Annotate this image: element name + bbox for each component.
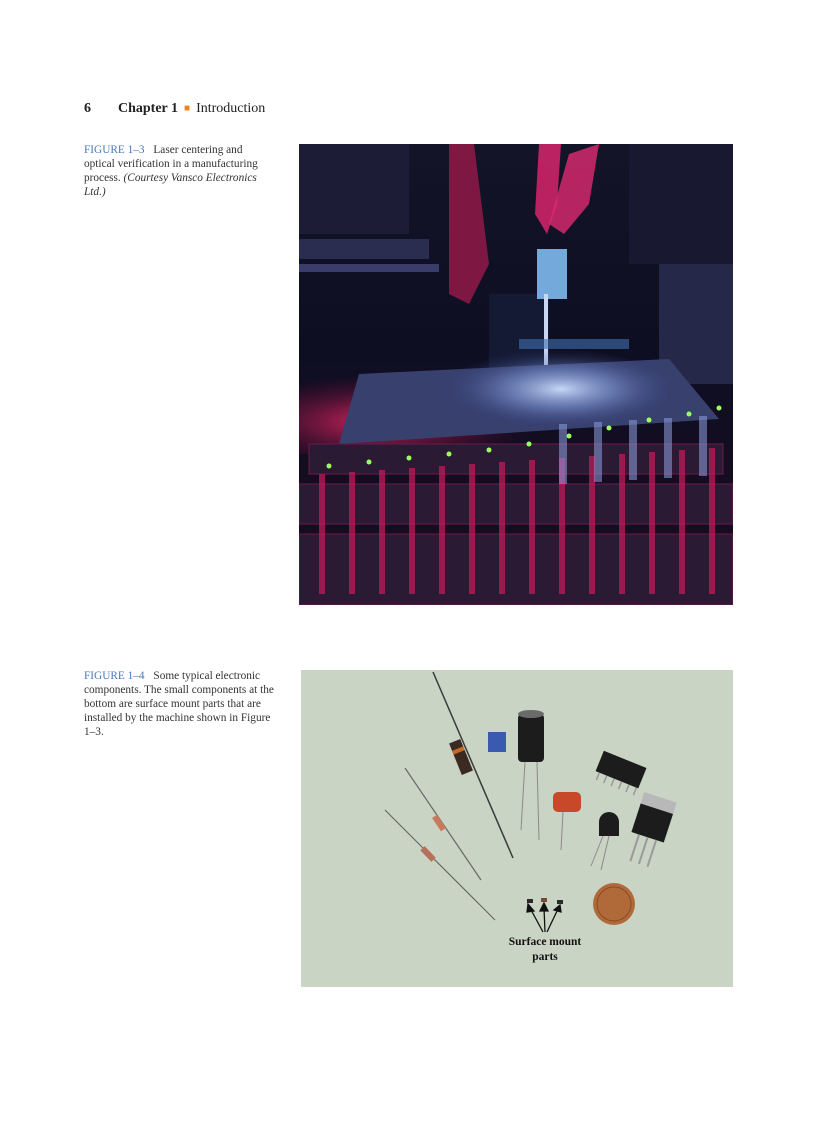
figure-1-3-label: FIGURE 1–3 bbox=[84, 144, 145, 156]
laser-machine-image bbox=[299, 144, 733, 605]
running-header bbox=[84, 100, 265, 118]
section-title: Introduction bbox=[196, 101, 266, 116]
figure-1-3-credit: (Courtesy Vansco Electronics Ltd.) bbox=[84, 172, 257, 198]
figure-1-3-caption-text: Laser centering and optical verification in a manufacturing process. bbox=[84, 144, 258, 184]
header-separator-icon: ■ bbox=[184, 103, 191, 114]
figure-1-4-caption-text: Some typical electronic components. The small components at the bottom are surface mount parts that are installed by the machine shown in Figure 1–3. bbox=[84, 670, 274, 738]
chapter-title: Chapter 1 bbox=[118, 101, 179, 116]
page-number: 6 bbox=[84, 101, 91, 116]
surface-mount-annotation: Surface mount parts bbox=[508, 936, 582, 963]
figure-1-4-label: FIGURE 1–4 bbox=[84, 670, 145, 682]
figure-1-3-caption bbox=[84, 143, 274, 199]
figure-1-4-caption bbox=[84, 669, 274, 739]
figure-1-3-photo bbox=[299, 144, 733, 605]
